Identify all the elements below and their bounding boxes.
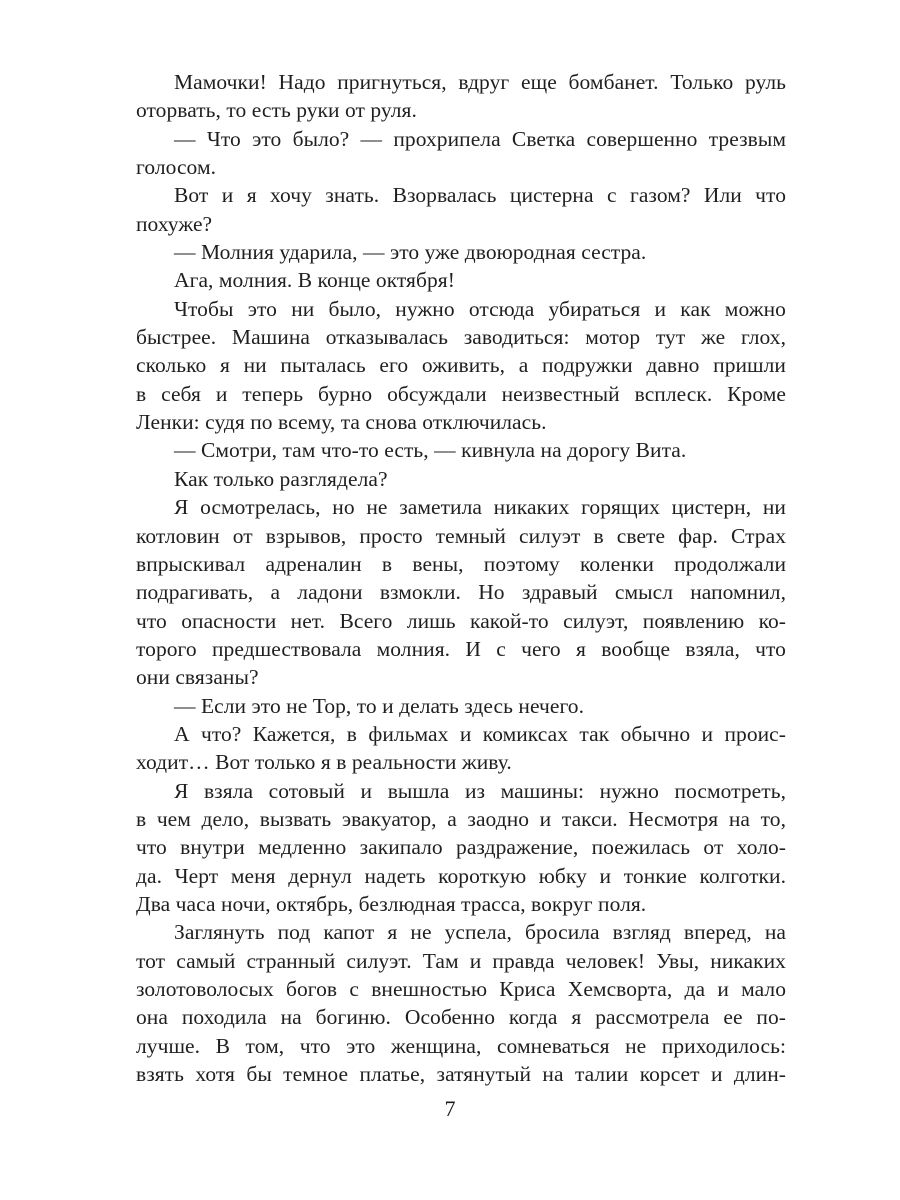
paragraph-first-line: Вот и я хочу знать. Взорвалась цистерна с газом? Или что (174, 183, 786, 208)
text-line: похуже? (136, 211, 213, 236)
text-line: голосом. (136, 155, 217, 180)
text-line: впрыскивал адреналин в вены, поэтому коленки продолжали (136, 551, 786, 576)
paragraph-first-line: — Что это было? — прохрипела Светка совершенно трезвым (174, 126, 786, 151)
paragraph-first-line: — Смотри, там что-то есть, — кивнула на дорогу Вита. (174, 438, 687, 463)
text-line: подрагивать, а ладони взмокли. Но здравый смысл напомнил, (136, 580, 786, 605)
text-line: они связаны? (136, 665, 259, 690)
paragraph-first-line: А что? Кажется, в фильмах и комиксах так обычно и проис- (174, 721, 786, 746)
text-line: тот самый странный силуэт. Там и правда человек! Увы, никаких (136, 948, 786, 973)
text-line: Два часа ночи, октябрь, безлюдная трасса, вокруг поля. (136, 891, 647, 916)
text-line: в чем дело, вызвать эвакуатор, а заодно и такси. Несмотря на то, (136, 806, 786, 831)
paragraph-first-line: Ага, молния. В конце октября! (174, 268, 455, 293)
text-line: что внутри медленно закипало раздражение, поежилась от холо- (136, 835, 786, 860)
paragraph-first-line: Как только разглядела? (174, 466, 388, 491)
text-line: что опасности нет. Всего лишь какой-то силуэт, появлению ко- (136, 608, 786, 633)
text-line: котловин от взрывов, просто темный силуэт в свете фар. Страх (136, 523, 786, 548)
text-line: сколько я ни пыталась его оживить, а подружки давно пришли (136, 353, 786, 378)
text-line: она походила на богиню. Особенно когда я рассмотрела ее по- (136, 1005, 786, 1030)
text-line: в себя и теперь бурно обсуждали неизвестный всплеск. Кроме (136, 381, 786, 406)
paragraph-first-line: Я взяла сотовый и вышла из машины: нужно посмотреть, (174, 778, 786, 803)
paragraph-first-line: Чтобы это ни было, нужно отсюда убираться и как можно (174, 296, 786, 321)
text-line: быстрее. Машина отказывалась заводиться: мотор тут же глох, (136, 325, 786, 350)
text-line: Ленки: судя по всему, та снова отключилась. (136, 410, 547, 435)
text-line: торого предшествовала молния. И с чего я вообще взяла, что (136, 636, 786, 661)
text-line: золотоволосых богов с внешностью Криса Хемсворта, да и мало (136, 977, 786, 1001)
text-line: взять хотя бы темное платье, затянутый на талии корсет и длин- (136, 1062, 786, 1087)
paragraph-first-line: Мамочки! Надо пригнуться, вдруг еще бомбанет. Только руль (174, 70, 786, 94)
text-line: да. Черт меня дернул надеть короткую юбку и тонкие колготки. (136, 863, 786, 888)
text-line: оторвать, то есть руки от руля. (136, 98, 417, 123)
paragraph-first-line: — Если это не Тор, то и делать здесь нечего. (174, 693, 585, 718)
text-line: лучше. В том, что это женщина, сомневаться не приходилось: (136, 1033, 786, 1058)
text-line: ходит… Вот только я в реальности живу. (136, 750, 512, 775)
paragraph-first-line: Я осмотрелась, но не заметила никаких горящих цистерн, ни (174, 495, 786, 520)
body-text (136, 68, 786, 1088)
page-number: 7 (444, 1096, 456, 1121)
paragraph-first-line: Заглянуть под капот я не успела, бросила взгляд вперед, на (174, 920, 786, 945)
paragraph-first-line: — Молния ударила, — это уже двоюродная сестра. (174, 240, 647, 265)
